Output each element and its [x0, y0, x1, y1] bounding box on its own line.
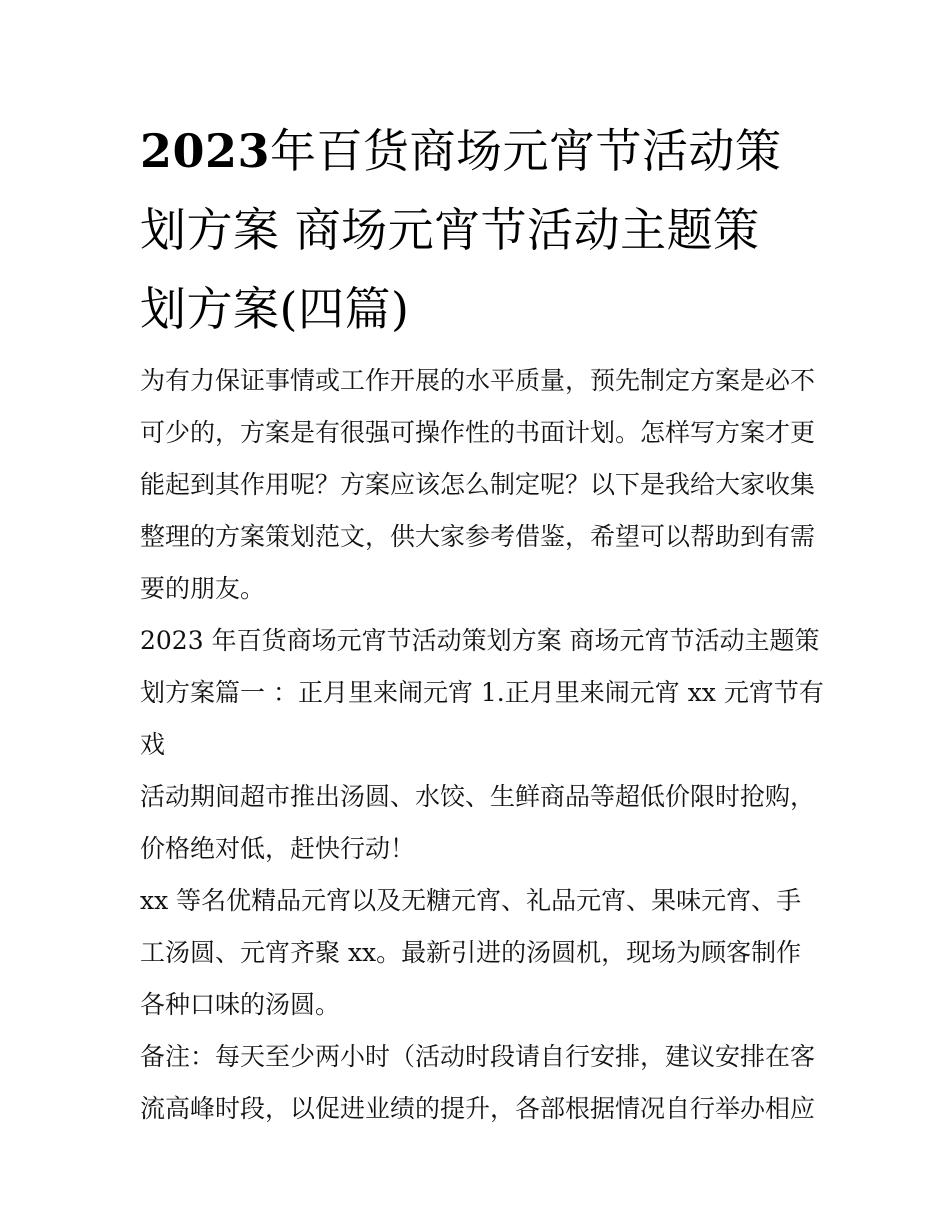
text-line: 备注：每天至少两小时（活动时段请自行安排，建议安排在客	[140, 1042, 816, 1071]
text-line: 可少的，方案是有很强可操作性的书面计划。怎样写方案才更	[140, 418, 816, 447]
text-line: 2023 年百货商场元宵节活动策划方案 商场元宵节活动主题策	[140, 626, 820, 655]
text-line: 整理的方案策划范文，供大家参考借鉴，希望可以帮助到有需	[140, 522, 816, 551]
title-line-2: 划方案 商场元宵节活动主题策	[140, 203, 760, 257]
title-line-1-text: 年百货商场元宵节活动策	[270, 124, 782, 178]
text-line: 流高峰时段，以促进业绩的提升，各部根据情况自行举办相应	[140, 1094, 816, 1123]
document-title	[140, 112, 820, 349]
text-line: 戏	[140, 730, 166, 759]
remarks-paragraph	[140, 1031, 830, 1135]
text-line: 价格绝对低，赶快行动！	[140, 834, 416, 863]
intro-paragraph	[140, 355, 830, 615]
title-year: 2023	[140, 124, 271, 178]
products-paragraph	[140, 875, 830, 1031]
section-heading-paragraph	[140, 615, 830, 771]
title-line-3: 划方案(四篇)	[140, 282, 410, 336]
title-line-1	[140, 112, 820, 191]
text-line: 为有力保证事情或工作开展的水平质量，预先制定方案是必不	[140, 366, 816, 395]
text-line: xx 等名优精品元宵以及无糖元宵、礼品元宵、果味元宵、手	[140, 886, 802, 915]
text-line: 能起到其作用呢？方案应该怎么制定呢？以下是我给大家收集	[140, 470, 816, 499]
promotion-paragraph	[140, 771, 830, 875]
text-line: 工汤圆、元宵齐聚 xx。最新引进的汤圆机，现场为顾客制作	[140, 938, 802, 967]
text-line: 要的朋友。	[140, 574, 266, 603]
text-line: 划方案篇一 ：正月里来闹元宵 1.正月里来闹元宵 xx 元宵节有	[140, 678, 824, 707]
document-body	[140, 355, 830, 1135]
text-line: 各种口味的汤圆。	[140, 990, 341, 1019]
text-line: 活动期间超市推出汤圆、水饺、生鲜商品等超低价限时抢购，	[140, 782, 816, 811]
